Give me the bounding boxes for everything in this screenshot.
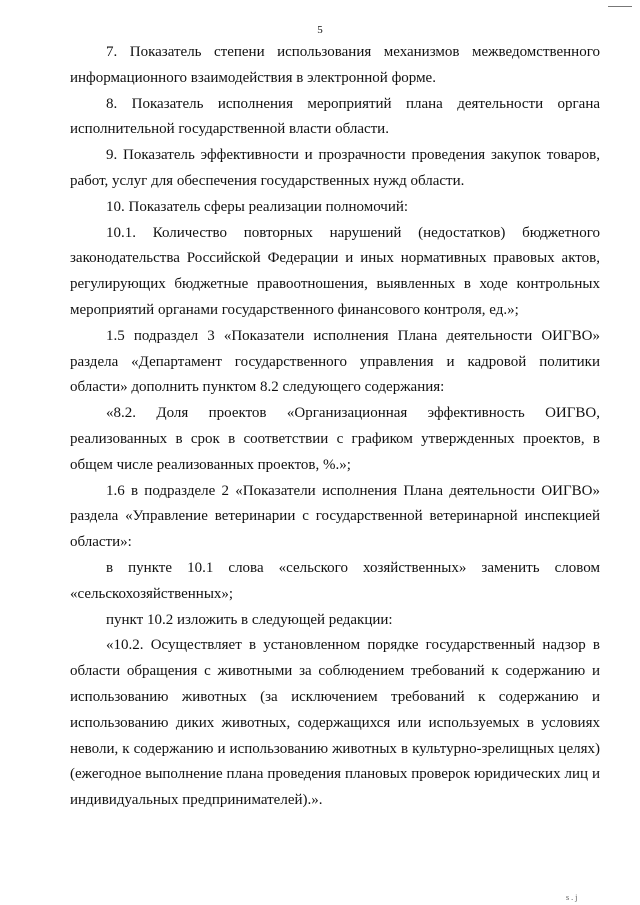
paragraph-restate-10-2: пункт 10.2 изложить в следующей редакции: bbox=[106, 611, 393, 628]
footer-scan-mark: s . j bbox=[566, 893, 578, 902]
paragraph-amendment-1-6: 1.6 в подразделе 2 «Показатели исполнения Плана деятельности ОИГВО» раздела «Управление ветеринарии с государственной ветеринарной инспекцией области»: bbox=[70, 482, 600, 551]
paragraph-replace-wording: в пункте 10.1 слова «сельского хозяйственных» заменить словом «сельскохозяйственных»; bbox=[70, 559, 600, 602]
paragraph-item-9: 9. Показатель эффективности и прозрачности проведения закупок товаров, работ, услуг для обеспечения государственных нужд области. bbox=[70, 147, 600, 189]
document-body bbox=[70, 40, 600, 814]
paragraph-item-8: 8. Показатель исполнения мероприятий плана деятельности органа исполнительной государственной власти области. bbox=[70, 95, 600, 138]
paragraph-amendment-1-5: 1.5 подраздел 3 «Показатели исполнения Плана деятельности ОИГВО» раздела «Департамент государственного управления и кадровой политики области» дополнить пунктом 8.2 следующего содержания: bbox=[70, 327, 600, 396]
paragraph-item-10-2: «10.2. Осуществляет в установленном порядке государственный надзор в области обращения с животными за соблюдением требований к содержанию и использованию животных (за исключением требований к содержанию и использованию диких животных, содержащихся или используемых в условиях неволи, к содержанию и использованию животных в культурно-зрелищных целях) (ежегодное выполнение плана проведения плановых проверок юридических лиц и индивидуальных предпринимателей).». bbox=[70, 637, 600, 809]
page-number: 5 bbox=[317, 24, 323, 36]
paragraph-item-10-1: 10.1. Количество повторных нарушений (недостатков) бюджетного законодательства Российской Федерации и иных нормативных правовых актов, регулирующих бюджетные правоотношения, выявленных в ходе контрольных мероприятий органами государственного финансового контроля, ед.»; bbox=[70, 224, 600, 318]
scan-corner-mark bbox=[608, 0, 632, 7]
paragraph-item-8-2: «8.2. Доля проектов «Организационная эффективность ОИГВО, реализованных в срок в соответствии с графиком утвержденных проектов, в общем числе реализованных проектов, %.»; bbox=[70, 405, 600, 473]
paragraph-item-7: 7. Показатель степени использования механизмов межведомственного информационного взаимодействия в электронной форме. bbox=[70, 44, 600, 86]
paragraph-item-10: 10. Показатель сферы реализации полномочий: bbox=[106, 198, 409, 215]
